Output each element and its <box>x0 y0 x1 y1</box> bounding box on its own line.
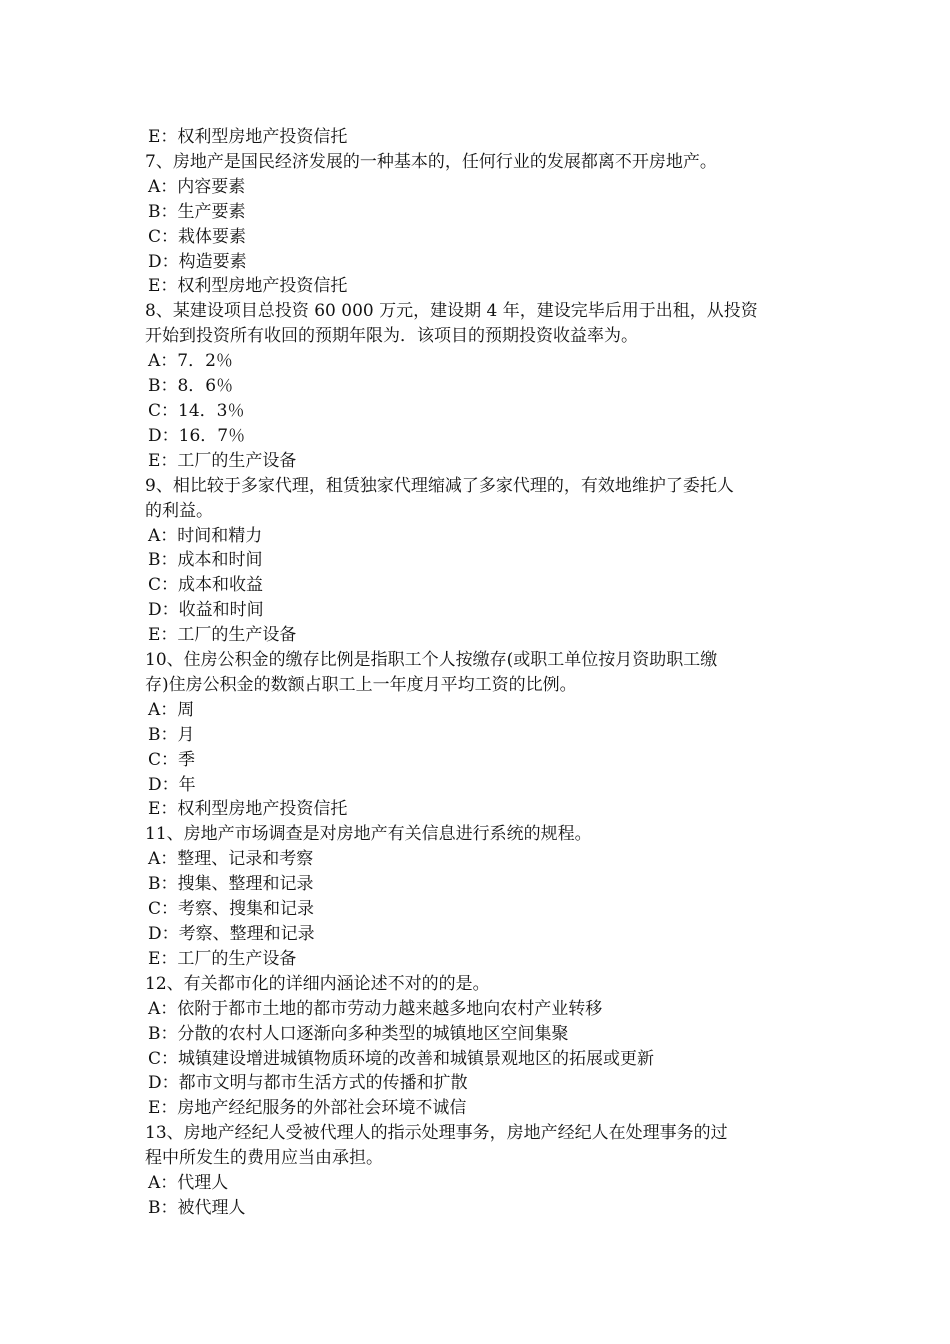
option-c: C：成本和收益 <box>148 575 264 596</box>
option-d: D：构造要素 <box>148 251 247 272</box>
question-12 <box>145 972 810 1121</box>
option-a: A：依附于都市土地的都市劳动力越来越多地向农村产业转移 <box>148 998 603 1019</box>
option-b: B：成本和时间 <box>148 550 263 571</box>
option-b: B：月 <box>148 724 195 745</box>
option-c: C：栽体要素 <box>148 226 247 247</box>
option-d: D：年 <box>148 774 196 795</box>
option-c: C：考察、搜集和记录 <box>148 899 315 920</box>
option-a: A：整理、记录和考察 <box>148 849 314 870</box>
option-e: E：工厂的生产设备 <box>148 450 297 471</box>
option-e: E：权利型房地产投资信托 <box>148 799 348 820</box>
question-text: 8、某建设项目总投资 60 000 万元，建设期 4 年，建设完毕后用于出租，从投资 <box>145 301 758 322</box>
question-9 <box>145 474 810 648</box>
question-text: 11、房地产市场调查是对房地产有关信息进行系统的规程。 <box>145 824 592 845</box>
question-text: 10、住房公积金的缴存比例是指职工个人按缴存(或职工单位按月资助职工缴 <box>145 650 718 671</box>
question-text: 13、房地产经纪人受被代理人的指示处理事务，房地产经纪人在处理事务的过 <box>145 1123 728 1144</box>
option-b: B：被代理人 <box>148 1197 246 1218</box>
option-a: A：代理人 <box>148 1173 229 1194</box>
option-b: B：分散的农村人口逐渐向多种类型的城镇地区空间集聚 <box>148 1023 569 1044</box>
question-8 <box>145 299 810 473</box>
question-text-continued: 的利益。 <box>145 500 213 521</box>
question-text: 9、相比较于多家代理，租赁独家代理缩减了多家代理的，有效地维护了委托人 <box>145 475 734 496</box>
option-e: E：权利型房地产投资信托 <box>148 276 348 297</box>
option-d: D：16．7％ <box>148 425 246 446</box>
option-a: A：内容要素 <box>148 176 246 197</box>
question-text: 12、有关都市化的详细内涵论述不对的的是。 <box>145 973 490 994</box>
option-e-carryover: E：权利型房地产投资信托 <box>148 127 348 147</box>
question-text-continued: 存)住房公积金的数额占职工上一年度月平均工资的比例。 <box>145 674 577 695</box>
option-e: E：工厂的生产设备 <box>148 625 297 646</box>
option-a: A：时间和精力 <box>148 525 263 546</box>
question-13 <box>145 1121 810 1221</box>
option-a: A：周 <box>148 699 195 720</box>
question-7 <box>145 150 810 299</box>
option-d: D：收益和时间 <box>148 600 264 621</box>
option-b: B：搜集、整理和记录 <box>148 874 314 895</box>
question-11 <box>145 822 810 971</box>
option-d: D：都市文明与都市生活方式的传播和扩散 <box>148 1073 468 1094</box>
option-c: C：城镇建设增进城镇物质环境的改善和城镇景观地区的拓展或更新 <box>148 1048 655 1069</box>
question-10 <box>145 648 810 822</box>
option-b: B：8．6％ <box>148 376 234 397</box>
option-a: A：7．2％ <box>148 351 233 372</box>
question-text-continued: 程中所发生的费用应当由承担。 <box>145 1148 383 1169</box>
option-e: E：房地产经纪服务的外部社会环境不诚信 <box>148 1098 467 1119</box>
option-d: D：考察、整理和记录 <box>148 924 315 944</box>
option-c: C：季 <box>148 749 196 770</box>
question-text-continued: 开始到投资所有收回的预期年限为．该项目的预期投资收益率为。 <box>145 326 638 347</box>
document-page <box>145 125 810 1221</box>
question-text: 7、房地产是国民经济发展的一种基本的，任何行业的发展都离不开房地产。 <box>145 151 717 172</box>
option-c: C：14．3％ <box>148 400 245 421</box>
option-b: B：生产要素 <box>148 201 246 222</box>
option-e: E：工厂的生产设备 <box>148 948 297 969</box>
